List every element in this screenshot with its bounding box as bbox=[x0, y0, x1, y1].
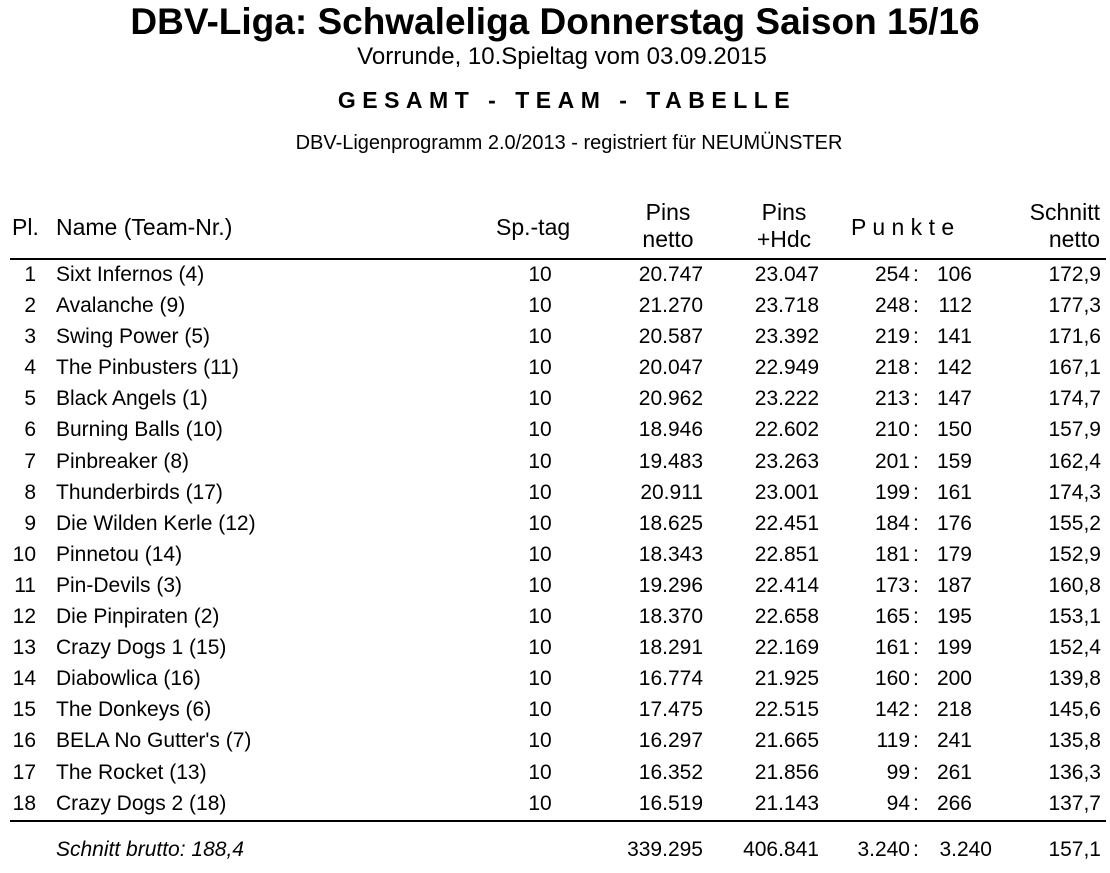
spieltag: 10 bbox=[528, 263, 552, 286]
punkte-separator: : bbox=[913, 698, 919, 722]
punkte-plus: 181 bbox=[874, 542, 910, 566]
punkte-plus: 160 bbox=[874, 667, 910, 691]
punkte-separator: : bbox=[913, 791, 919, 815]
punkte-plus: 142 bbox=[874, 698, 910, 722]
column-header-punkte: P u n k t e bbox=[851, 214, 955, 240]
table-heading: GESAMT - TEAM - TABELLE bbox=[337, 87, 797, 113]
rank: 8 bbox=[24, 480, 36, 504]
table-row bbox=[0, 479, 1110, 510]
program-info: DBV-Ligenprogramm 2.0/2013 - registriert für NEUMÜNSTER bbox=[295, 132, 843, 154]
total-pins-netto: 339.295 bbox=[627, 838, 703, 861]
schnitt-netto: 177,3 bbox=[1048, 294, 1101, 318]
rank: 14 bbox=[12, 667, 36, 691]
pins-hdc: 23.001 bbox=[754, 480, 819, 504]
schnitt-netto: 152,4 bbox=[1048, 636, 1101, 660]
rank: 17 bbox=[12, 760, 36, 784]
spieltag: 10 bbox=[528, 636, 552, 660]
table-row bbox=[0, 634, 1110, 665]
punkte-separator: : bbox=[913, 449, 919, 473]
schnitt-netto: 135,8 bbox=[1048, 729, 1101, 753]
punkte-separator: : bbox=[913, 542, 919, 566]
team-name: Pinnetou (14) bbox=[56, 542, 183, 566]
pins-hdc: 23.222 bbox=[754, 387, 819, 411]
pins-netto: 18.291 bbox=[638, 636, 703, 660]
table-row bbox=[0, 541, 1110, 572]
pins-netto: 20.911 bbox=[640, 480, 703, 504]
spieltag: 10 bbox=[528, 542, 552, 566]
table-row bbox=[0, 385, 1110, 416]
punkte-separator: : bbox=[913, 667, 919, 691]
column-header-pins-hdc: Pins +Hdc bbox=[756, 199, 812, 252]
spieltag: 10 bbox=[528, 573, 552, 597]
punkte-separator: : bbox=[913, 356, 919, 380]
pins-netto: 16.297 bbox=[638, 729, 703, 753]
pins-hdc: 21.925 bbox=[754, 667, 819, 691]
table-row bbox=[0, 448, 1110, 479]
rank: 15 bbox=[12, 698, 36, 722]
spieltag: 10 bbox=[528, 325, 552, 349]
pins-hdc: 22.515 bbox=[754, 698, 819, 722]
punkte-plus: 201 bbox=[874, 449, 910, 473]
punkte-minus: 106 bbox=[936, 263, 972, 286]
punkte-separator: : bbox=[913, 480, 919, 504]
pins-hdc: 22.602 bbox=[754, 418, 819, 442]
punkte-plus: 161 bbox=[874, 636, 910, 660]
rank: 5 bbox=[24, 387, 36, 411]
punkte-minus: 150 bbox=[936, 418, 972, 442]
schnitt-netto: 162,4 bbox=[1048, 449, 1101, 473]
team-name: Black Angels (1) bbox=[56, 387, 208, 411]
punkte-plus: 99 bbox=[886, 760, 910, 784]
pins-hdc: 23.718 bbox=[754, 294, 819, 318]
team-name: Die Pinpiraten (2) bbox=[56, 605, 220, 629]
table-row bbox=[0, 759, 1110, 790]
punkte-separator: : bbox=[913, 729, 919, 753]
footer-rule bbox=[10, 820, 1106, 822]
punkte-plus: 218 bbox=[874, 356, 910, 380]
punkte-separator: : bbox=[913, 573, 919, 597]
schnitt-netto: 152,9 bbox=[1048, 542, 1101, 566]
team-name: Pin-Devils (3) bbox=[56, 573, 183, 597]
header-rule bbox=[10, 258, 1106, 260]
schnitt-netto: 174,7 bbox=[1048, 387, 1101, 411]
table-row bbox=[0, 727, 1110, 758]
table-row bbox=[0, 510, 1110, 541]
team-name: Thunderbirds (17) bbox=[56, 480, 223, 504]
total-schnitt: 157,1 bbox=[1048, 838, 1101, 861]
team-name: The Rocket (13) bbox=[56, 760, 207, 784]
punkte-minus: 187 bbox=[936, 573, 972, 597]
punkte-minus: 176 bbox=[936, 511, 972, 535]
pins-hdc: 23.392 bbox=[754, 325, 819, 349]
spieltag: 10 bbox=[528, 480, 552, 504]
punkte-plus: 213 bbox=[874, 387, 910, 411]
punkte-separator: : bbox=[913, 760, 919, 784]
spieltag: 10 bbox=[528, 449, 552, 473]
punkte-minus: 159 bbox=[936, 449, 972, 473]
rank: 10 bbox=[12, 542, 36, 566]
punkte-separator: : bbox=[913, 605, 919, 629]
punkte-minus: 266 bbox=[936, 791, 972, 815]
pins-hdc: 22.949 bbox=[754, 356, 819, 380]
punkte-plus: 254 bbox=[874, 263, 910, 286]
pins-hdc: 23.047 bbox=[754, 263, 819, 286]
spieltag: 10 bbox=[528, 356, 552, 380]
page-title: DBV-Liga: Schwaleliga Donnerstag Saison 15/16 bbox=[130, 1, 980, 42]
total-punkte-minus: 3.240 bbox=[939, 838, 992, 861]
total-punkte-plus: 3.240 bbox=[857, 838, 910, 861]
table-row bbox=[0, 261, 1110, 292]
schnitt-netto: 137,7 bbox=[1048, 791, 1101, 815]
pins-netto: 16.352 bbox=[638, 760, 703, 784]
punkte-minus: 179 bbox=[936, 542, 972, 566]
pins-hdc: 22.169 bbox=[754, 636, 819, 660]
team-table bbox=[0, 261, 1110, 821]
table-row bbox=[0, 416, 1110, 447]
page-subtitle: Vorrunde, 10.Spieltag vom 03.09.2015 bbox=[357, 43, 767, 70]
punkte-minus: 199 bbox=[936, 636, 972, 660]
schnitt-netto: 174,3 bbox=[1048, 480, 1101, 504]
pins-netto: 21.270 bbox=[638, 294, 703, 318]
punkte-minus: 142 bbox=[936, 356, 972, 380]
table-row bbox=[0, 665, 1110, 696]
rank: 12 bbox=[12, 605, 36, 629]
punkte-plus: 210 bbox=[874, 418, 910, 442]
pins-netto: 18.370 bbox=[638, 605, 703, 629]
pins-netto: 19.483 bbox=[638, 449, 703, 473]
pins-hdc: 23.263 bbox=[754, 449, 819, 473]
team-name: The Donkeys (6) bbox=[56, 698, 212, 722]
column-header-pl: Pl. bbox=[12, 214, 39, 240]
spieltag: 10 bbox=[528, 418, 552, 442]
table-row bbox=[0, 790, 1110, 821]
pins-hdc: 22.414 bbox=[754, 573, 819, 597]
pins-netto: 17.475 bbox=[638, 698, 703, 722]
schnitt-netto: 167,1 bbox=[1048, 356, 1101, 380]
pins-netto: 20.962 bbox=[638, 387, 703, 411]
punkte-minus: 141 bbox=[936, 325, 972, 349]
column-header-schnitt: Schnitt netto bbox=[1029, 199, 1100, 252]
table-row bbox=[0, 323, 1110, 354]
spieltag: 10 bbox=[528, 729, 552, 753]
punkte-separator: : bbox=[913, 325, 919, 349]
table-row bbox=[0, 354, 1110, 385]
punkte-plus: 165 bbox=[874, 605, 910, 629]
team-name: Crazy Dogs 2 (18) bbox=[56, 791, 227, 815]
punkte-plus: 199 bbox=[874, 480, 910, 504]
table-row bbox=[0, 292, 1110, 323]
punkte-separator: : bbox=[913, 294, 919, 318]
schnitt-netto: 139,8 bbox=[1048, 667, 1101, 691]
punkte-plus: 94 bbox=[886, 791, 910, 815]
pins-hdc: 22.658 bbox=[754, 605, 819, 629]
rank: 1 bbox=[24, 263, 36, 286]
punkte-minus: 161 bbox=[936, 480, 972, 504]
schnitt-netto: 171,6 bbox=[1048, 325, 1101, 349]
team-name: Pinbreaker (8) bbox=[56, 449, 190, 473]
rank: 18 bbox=[12, 791, 36, 815]
schnitt-netto: 160,8 bbox=[1048, 573, 1101, 597]
punkte-plus: 173 bbox=[874, 573, 910, 597]
punkte-plus: 248 bbox=[874, 294, 910, 318]
punkte-separator: : bbox=[913, 387, 919, 411]
pins-netto: 18.625 bbox=[638, 511, 703, 535]
column-header-pins-netto: Pins netto bbox=[642, 199, 694, 252]
pins-hdc: 22.851 bbox=[754, 542, 819, 566]
pins-netto: 18.946 bbox=[638, 418, 703, 442]
spieltag: 10 bbox=[528, 760, 552, 784]
rank: 3 bbox=[24, 325, 36, 349]
table-row bbox=[0, 603, 1110, 634]
punkte-minus: 241 bbox=[936, 729, 972, 753]
pins-netto: 18.343 bbox=[638, 542, 703, 566]
punkte-minus: 147 bbox=[936, 387, 972, 411]
spieltag: 10 bbox=[528, 791, 552, 815]
punkte-minus: 200 bbox=[936, 667, 972, 691]
spieltag: 10 bbox=[528, 511, 552, 535]
spieltag: 10 bbox=[528, 605, 552, 629]
team-name: The Pinbusters (11) bbox=[56, 356, 239, 380]
spieltag: 10 bbox=[528, 387, 552, 411]
total-pins-hdc: 406.841 bbox=[743, 838, 819, 861]
pins-netto: 16.519 bbox=[638, 791, 703, 815]
table-row bbox=[0, 572, 1110, 603]
team-name: BELA No Gutter's (7) bbox=[56, 729, 252, 753]
schnitt-netto: 157,9 bbox=[1048, 418, 1101, 442]
punkte-minus: 195 bbox=[936, 605, 972, 629]
rank: 13 bbox=[12, 636, 36, 660]
punkte-plus: 119 bbox=[876, 729, 910, 753]
punkte-plus: 184 bbox=[874, 511, 910, 535]
punkte-separator: : bbox=[913, 263, 919, 286]
team-name: Swing Power (5) bbox=[56, 325, 211, 349]
pins-netto: 16.774 bbox=[638, 667, 703, 691]
punkte-minus: 261 bbox=[936, 760, 972, 784]
spieltag: 10 bbox=[528, 667, 552, 691]
spieltag: 10 bbox=[528, 698, 552, 722]
pins-hdc: 22.451 bbox=[754, 511, 819, 535]
schnitt-netto: 145,6 bbox=[1048, 698, 1101, 722]
pins-hdc: 21.856 bbox=[754, 760, 819, 784]
team-name: Crazy Dogs 1 (15) bbox=[56, 636, 227, 660]
team-name: Sixt Infernos (4) bbox=[56, 263, 205, 286]
schnitt-netto: 136,3 bbox=[1048, 760, 1101, 784]
rank: 2 bbox=[24, 294, 36, 318]
team-name: Avalanche (9) bbox=[56, 294, 186, 318]
pins-netto: 20.587 bbox=[638, 325, 703, 349]
schnitt-netto: 172,9 bbox=[1048, 263, 1101, 286]
punkte-plus: 219 bbox=[874, 325, 910, 349]
rank: 16 bbox=[12, 729, 36, 753]
team-name: Die Wilden Kerle (12) bbox=[56, 511, 256, 535]
table-row bbox=[0, 696, 1110, 727]
pins-netto: 19.296 bbox=[638, 573, 703, 597]
pins-netto: 20.747 bbox=[638, 263, 703, 286]
rank: 6 bbox=[24, 418, 36, 442]
punkte-separator: : bbox=[913, 636, 919, 660]
rank: 7 bbox=[24, 449, 36, 473]
punkte-separator: : bbox=[913, 511, 919, 535]
punkte-minus: 112 bbox=[938, 294, 972, 318]
schnitt-netto: 155,2 bbox=[1048, 511, 1101, 535]
punkte-separator: : bbox=[913, 418, 919, 442]
rank: 9 bbox=[24, 511, 36, 535]
punkte-minus: 218 bbox=[936, 698, 972, 722]
total-punkte-separator: : bbox=[913, 838, 919, 861]
rank: 11 bbox=[14, 573, 36, 597]
rank: 4 bbox=[24, 356, 36, 380]
schnitt-netto: 153,1 bbox=[1048, 605, 1101, 629]
pins-hdc: 21.665 bbox=[754, 729, 819, 753]
pins-hdc: 21.143 bbox=[754, 791, 819, 815]
schnitt-brutto-note: Schnitt brutto: 188,4 bbox=[56, 838, 244, 861]
team-name: Diabowlica (16) bbox=[56, 667, 201, 691]
team-name: Burning Balls (10) bbox=[56, 418, 223, 442]
column-header-name: Name (Team-Nr.) bbox=[56, 214, 233, 240]
spieltag: 10 bbox=[528, 294, 552, 318]
pins-netto: 20.047 bbox=[638, 356, 703, 380]
column-header-spieltag: Sp.-tag bbox=[496, 214, 571, 240]
